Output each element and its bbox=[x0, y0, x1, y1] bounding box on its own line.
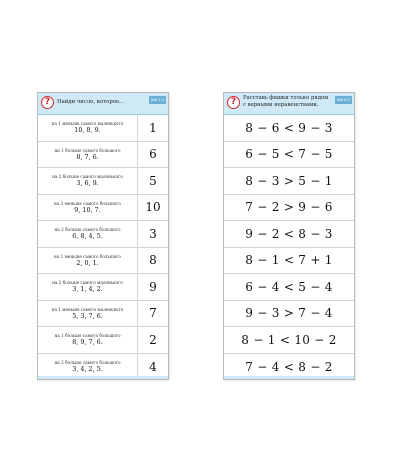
task-condition bbox=[38, 168, 137, 194]
card-header bbox=[224, 93, 354, 115]
card-title: Расставь фишки только рядом с верными неравенствами. bbox=[243, 95, 329, 108]
task-row bbox=[38, 142, 168, 169]
task-label: на 2 больше самого большого bbox=[54, 360, 121, 366]
answer-cell: 4 bbox=[137, 354, 168, 381]
task-row bbox=[38, 327, 168, 354]
task-numbers: 8, 7, 6. bbox=[76, 152, 99, 161]
task-row bbox=[38, 221, 168, 248]
inequality-list bbox=[224, 115, 354, 380]
task-condition bbox=[38, 142, 137, 168]
question-mark-icon: ? bbox=[227, 96, 240, 109]
inequality-row: 8 − 6 < 9 − 3 bbox=[224, 115, 354, 142]
find-number-card bbox=[37, 92, 169, 380]
task-condition bbox=[38, 274, 137, 300]
task-row bbox=[38, 274, 168, 301]
inequality-row: 7 − 2 > 9 − 6 bbox=[224, 195, 354, 222]
task-label: на 2 больше самого маленького bbox=[52, 280, 123, 286]
answer-cell: 6 bbox=[137, 142, 168, 168]
task-label: на 2 больше самого большого bbox=[54, 227, 121, 233]
answer-cell: 5 bbox=[137, 168, 168, 194]
task-condition bbox=[38, 327, 137, 353]
answer-cell: 2 bbox=[137, 327, 168, 353]
inequality-row: 8 − 1 < 10 − 2 bbox=[224, 327, 354, 354]
task-row bbox=[38, 115, 168, 142]
inequalities-card bbox=[223, 92, 355, 380]
answer-cell: 7 bbox=[137, 301, 168, 327]
task-numbers: 3, 6, 9. bbox=[76, 179, 99, 188]
answer-cell: 3 bbox=[137, 221, 168, 247]
card-footer bbox=[38, 376, 168, 379]
inequality-row: 8 − 1 < 7 + 1 bbox=[224, 248, 354, 275]
inequality-row: 9 − 2 < 8 − 3 bbox=[224, 221, 354, 248]
task-condition bbox=[38, 115, 137, 141]
task-label: на 1 больше самого большого bbox=[54, 147, 121, 153]
answer-cell: 1 bbox=[137, 115, 168, 141]
task-label: на 1 меньше самого большого bbox=[54, 253, 121, 259]
task-row bbox=[38, 301, 168, 328]
inequality-row: 7 − 4 < 8 − 2 bbox=[245, 359, 333, 374]
task-condition bbox=[38, 221, 137, 247]
task-numbers: 10, 8, 9. bbox=[74, 126, 101, 135]
task-numbers: 3, 4, 2, 5. bbox=[72, 365, 103, 374]
task-row bbox=[38, 168, 168, 195]
inequality-row: 9 − 3 > 7 − 4 bbox=[224, 301, 354, 328]
task-label: на 1 меньше самого маленького bbox=[51, 306, 124, 312]
task-numbers: 9, 10, 7. bbox=[74, 205, 101, 214]
card-title: Найди число, которое... bbox=[57, 99, 125, 105]
answer-cell: 9 bbox=[137, 274, 168, 300]
task-row bbox=[38, 248, 168, 275]
task-label: на 3 меньше самого большого bbox=[54, 200, 121, 206]
card-header bbox=[38, 93, 168, 115]
task-condition bbox=[38, 195, 137, 221]
task-numbers: 2, 0, 1. bbox=[76, 258, 99, 267]
answer-cell: 8 bbox=[137, 248, 168, 274]
answer-cell: 10 bbox=[137, 195, 168, 221]
question-mark-icon: ? bbox=[41, 96, 54, 109]
task-label: на 1 меньше самого маленького bbox=[51, 121, 124, 127]
task-numbers: 6, 8, 4, 5. bbox=[72, 232, 103, 241]
card-code-badge: МФ.6.С bbox=[336, 98, 351, 102]
task-numbers: 8, 9, 7, 6. bbox=[72, 338, 103, 347]
inequality-row: 8 − 3 > 5 − 1 bbox=[224, 168, 354, 195]
task-label: на 2 больше самого маленького bbox=[52, 174, 123, 180]
task-label: на 1 больше самого большого bbox=[54, 333, 121, 339]
task-numbers: 5, 3, 7, 6. bbox=[72, 311, 103, 320]
inequality-row: 6 − 5 < 7 − 5 bbox=[224, 142, 354, 169]
task-row bbox=[38, 195, 168, 222]
task-condition bbox=[38, 301, 137, 327]
card-code-badge: МФ.2.5 bbox=[150, 98, 165, 102]
task-condition bbox=[38, 248, 137, 274]
inequality-row: 6 − 4 < 5 − 4 bbox=[224, 274, 354, 301]
task-list bbox=[38, 115, 168, 380]
task-numbers: 3, 1, 4, 2. bbox=[72, 285, 103, 294]
card-footer bbox=[224, 376, 354, 379]
